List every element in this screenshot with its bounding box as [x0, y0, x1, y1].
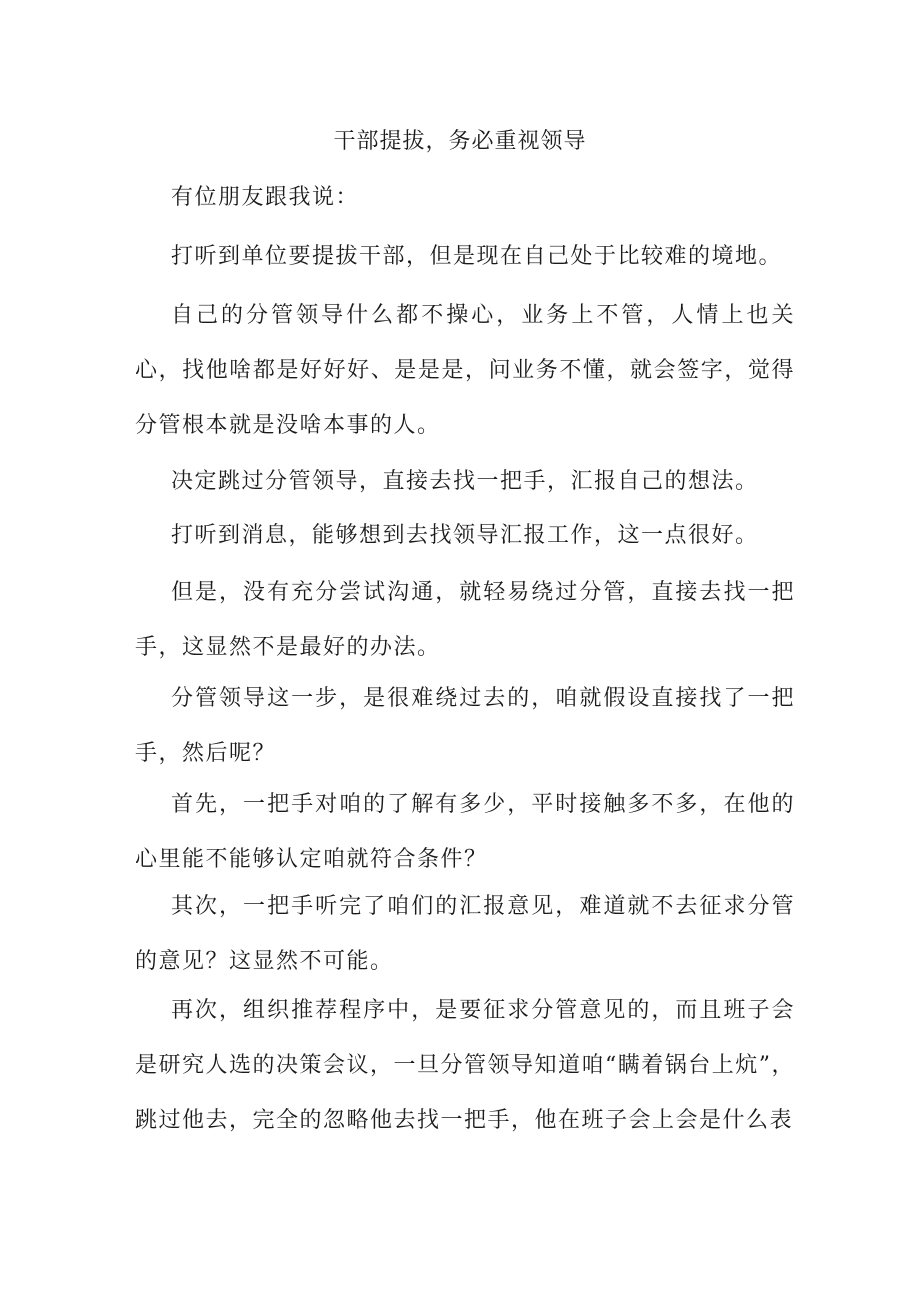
paragraph-3: 自己的分管领导什么都不操心，业务上不管，人情上也关心，找他啥都是好好好、是是是，问业务不懂，就会签字，觉得分管根本就是没啥本事的人。 [135, 303, 795, 438]
paragraph-5: 打听到消息，能够想到去找领导汇报工作，这一点很好。 [171, 523, 759, 548]
paragraph-6: 但是，没有充分尝试沟通，就轻易绕过分管，直接去找一把手，这显然不是最好的办法。 [135, 580, 795, 660]
paragraph-8: 首先，一把手对咱的了解有多少，平时接触多不多，在他的心里能不能够认定咱就符合条件？ [135, 792, 795, 872]
paragraph-9: 其次，一把手听完了咱们的汇报意见，难道就不去征求分管的意见？这显然不可能。 [135, 894, 795, 974]
paragraph-1: 有位朋友跟我说： [171, 185, 360, 210]
paragraph-10: 再次，组织推荐程序中，是要征求分管意见的，而且班子会是研究人选的决策会议，一旦分管领导知道咱“瞒着锅台上炕”，跳过他去，完全的忽略他去找一把手，他在班子会上会是什么表 [135, 998, 795, 1133]
document-title: 干部提拔，务必重视领导 [333, 129, 587, 154]
paragraph-2: 打听到单位要提拔干部，但是现在自己处于比较难的境地。 [171, 244, 783, 269]
paragraph-4: 决定跳过分管领导，直接去找一把手，汇报自己的想法。 [171, 469, 759, 494]
paragraph-7: 分管领导这一步，是很难绕过去的，咱就假设直接找了一把手，然后呢？ [135, 686, 795, 766]
